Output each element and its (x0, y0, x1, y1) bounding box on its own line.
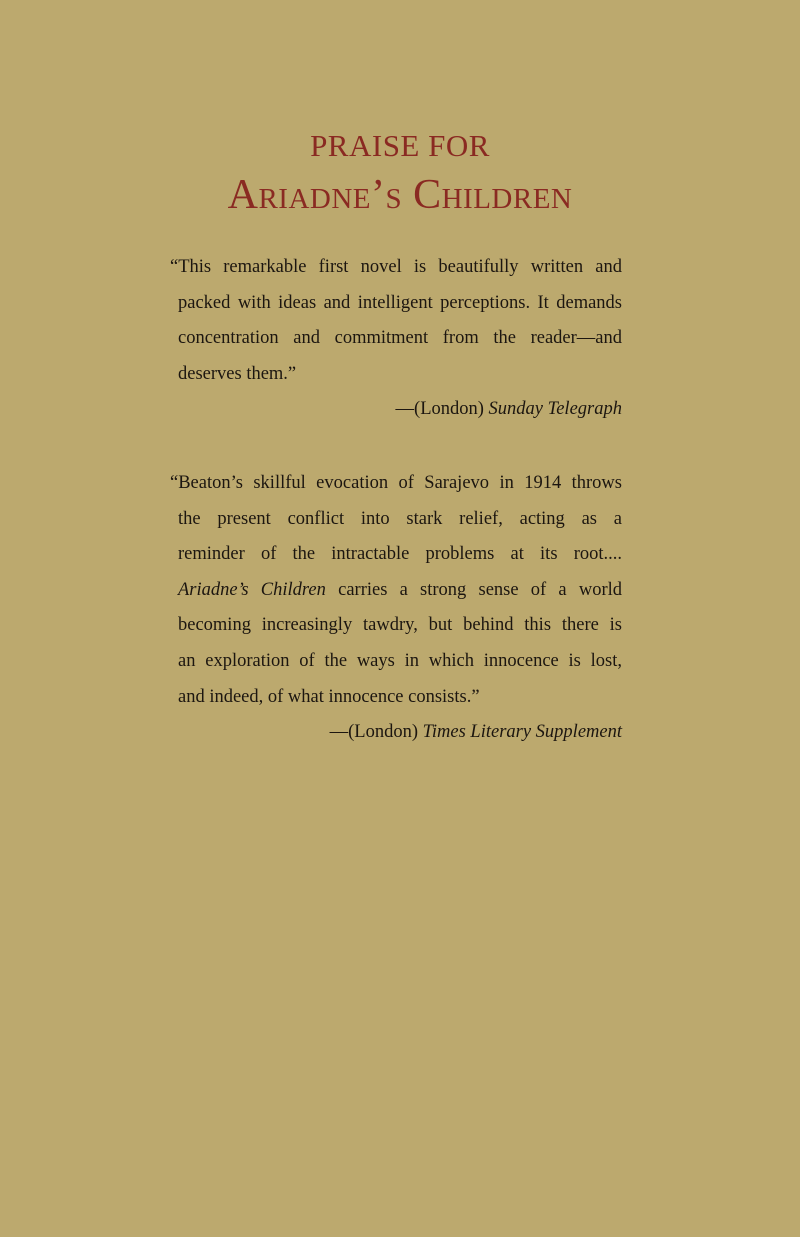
quote-line: deserves them.” (178, 363, 297, 384)
praise-for-heading: PRAISE FOR (310, 128, 490, 163)
quote-line-text: carries a strong sense of a world (338, 579, 623, 600)
quote-attribution (170, 715, 622, 751)
book-title-heading: Ariadne’s Children (227, 172, 573, 218)
attribution-prefix: —(London) (329, 722, 423, 743)
quote-line: concentration and commitment from the reader—and (178, 328, 622, 349)
quote-line: “This remarkable first novel is beautifully written and (170, 257, 622, 277)
attribution-source: Sunday Telegraph (488, 399, 622, 420)
quote-sunday-telegraph (170, 250, 622, 428)
quote-attribution (170, 392, 622, 428)
quote-times-literary-supplement (170, 466, 622, 751)
quote-line: the present conflict into stark relief, acting as a (178, 508, 622, 529)
quote-book-title: Ariadne’s Children (178, 579, 326, 600)
quote-line: “Beaton’s skillful evocation of Sarajevo in 1914 throws (170, 473, 622, 493)
quote-line: packed with ideas and intelligent perceptions. It demands (178, 292, 622, 313)
attribution-prefix: —(London) (395, 399, 489, 420)
quote-line: becoming increasingly tawdry, but behind this there is (178, 615, 622, 636)
quote-line: an exploration of the ways in which innocence is lost, (178, 650, 622, 671)
quote-line: and indeed, of what innocence consists.” (178, 686, 480, 707)
attribution-source: Times Literary Supplement (422, 722, 622, 743)
quote-line (170, 573, 622, 609)
quote-line: reminder of the intractable problems at its root.... (178, 544, 622, 565)
